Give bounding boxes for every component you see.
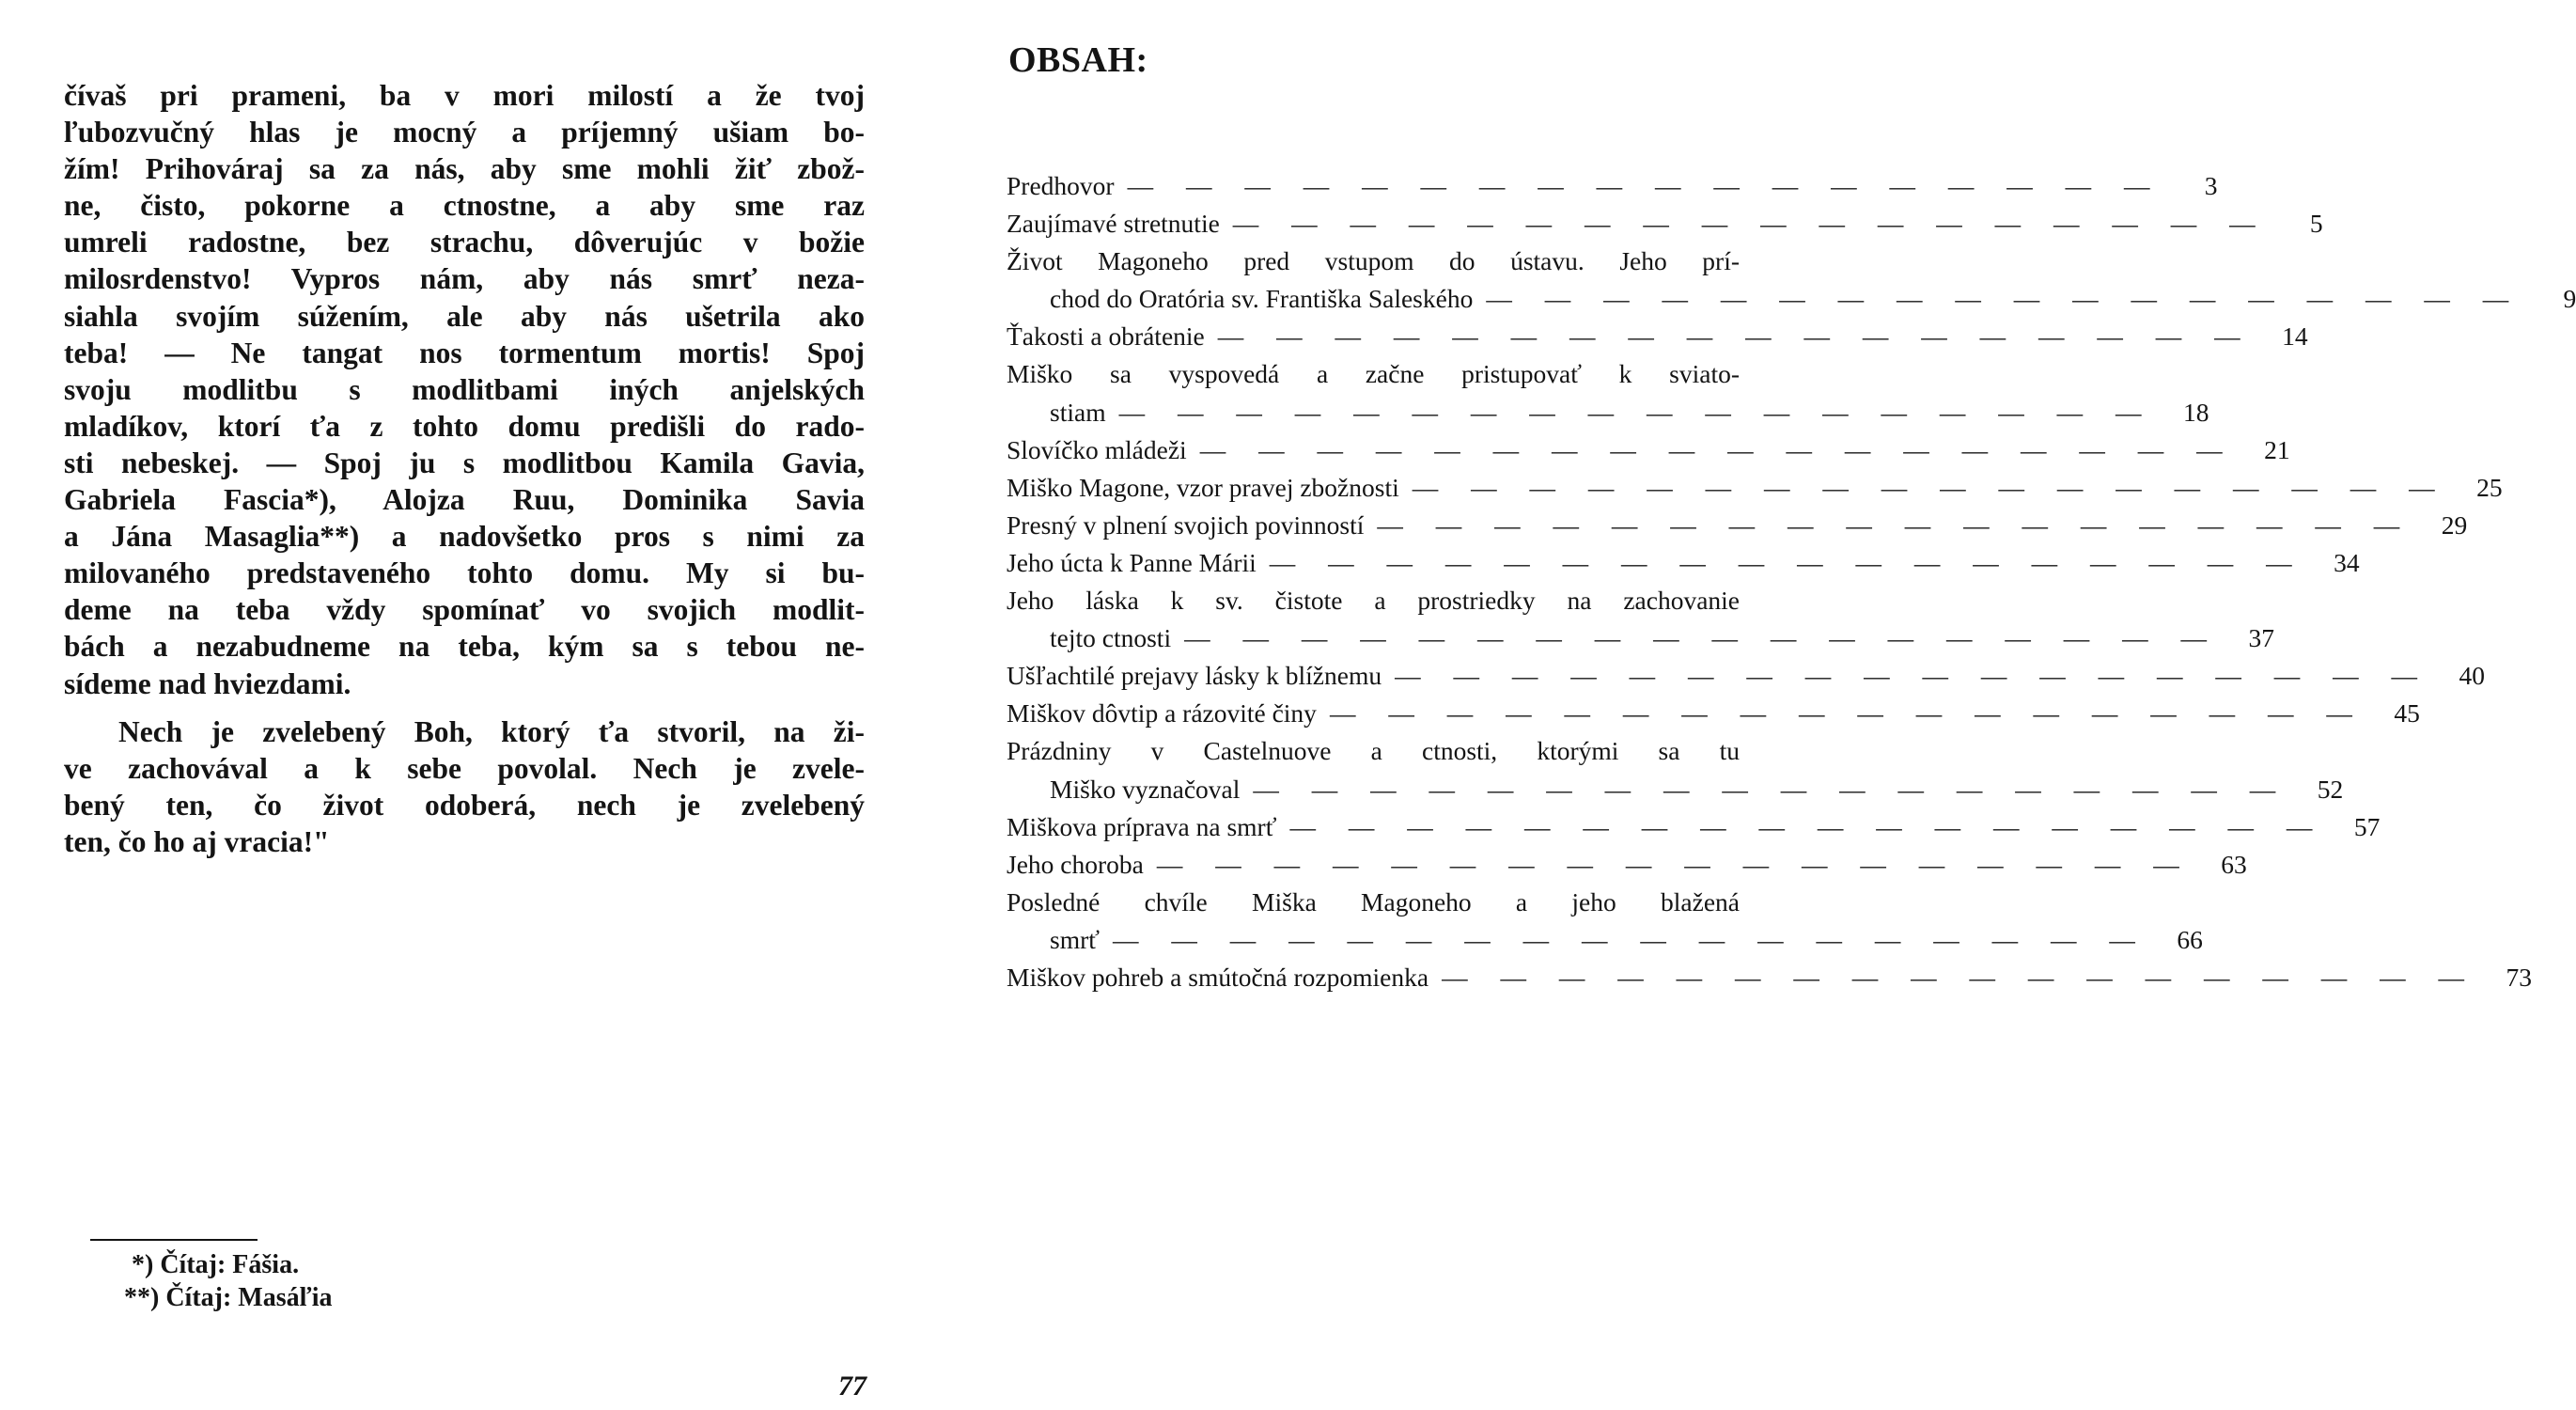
toc-leader-dashes: — — — — — — — — — — — — — — — — — — <box>1127 171 2163 200</box>
toc-entry-row <box>1007 469 2503 507</box>
toc-entry-row <box>1007 205 2323 243</box>
toc-page-number: 34 <box>2334 547 2360 577</box>
toc-entry[interactable] <box>1007 582 2274 657</box>
toc-entry[interactable] <box>1007 318 2308 355</box>
text-line: svoju modlitbu s modlitbami iných anjelských <box>64 372 865 406</box>
text-line: ve zachovával a k sebe povolal. Nech je zvele- <box>64 751 865 785</box>
toc-entry-title: Ťakosti a obrátenie <box>1007 321 1205 352</box>
toc-entry-title: Ušľachtilé prejavy lásky k blížnemu <box>1007 661 1382 691</box>
toc-entry-title: Miškov dôvtip a rázovité činy <box>1007 698 1317 728</box>
toc-entry-title: Miškov pohreb a smútočná rozpomienka <box>1007 962 1429 992</box>
toc-page-number: 63 <box>2221 849 2247 879</box>
toc-page-number: 52 <box>2317 774 2344 804</box>
toc-entry-title-line: Prázdniny v Castelnuove a ctnosti, ktorými sa tu <box>1007 736 1740 766</box>
text-line: umreli radostne, bez strachu, dôverujúc v božie <box>64 226 865 259</box>
toc-leader-dashes: — — — — — — — — — — — — — — — — — — <box>1395 661 2430 691</box>
text-line: teba! — Ne tangat nos tormentum mortis! Spoj <box>64 336 865 369</box>
toc-entry[interactable] <box>1007 205 2323 243</box>
toc-entry[interactable] <box>1007 167 2218 205</box>
toc-entry[interactable] <box>1007 884 2203 959</box>
toc-page-number: 40 <box>2459 661 2485 691</box>
toc-entry-row <box>1007 167 2218 205</box>
toc-entry-title-line: Život Magoneho pred vstupom do ústavu. Jeho prí- <box>1007 246 1740 276</box>
toc-page-number: 57 <box>2353 811 2381 841</box>
toc-entry[interactable] <box>1007 732 2344 807</box>
toc-page-number: 21 <box>2264 434 2290 464</box>
toc-leader-dashes: — — — — — — — — — — — — — — — — — — <box>1289 811 2326 841</box>
toc-entry-row <box>1007 846 2247 884</box>
toc-leader-dashes: — — — — — — — — — — — — — — — — — — <box>1217 321 2254 352</box>
toc-leader-dashes: — — — — — — — — — — — — — — — — — — <box>1113 924 2148 954</box>
text-line: ľubozvučný hlas je mocný a príjemný ušiam bo- <box>64 116 865 149</box>
footnote-1: *) Čítaj: Fášia. <box>132 1250 300 1279</box>
toc-leader-dashes: — — — — — — — — — — — — — — — — — — <box>1232 209 2269 239</box>
paragraph-gap <box>64 702 865 713</box>
toc-leader-dashes: — — — — — — — — — — — — — — — — — — <box>1253 774 2289 804</box>
text-line: Nech je zvelebený Boh, ktorý ťa stvoril, na ži- <box>118 714 865 748</box>
toc-entry-title-line: Miško sa vyspovedá a začne pristupovať k sviato- <box>1007 359 1740 389</box>
toc-page-number: 18 <box>2182 397 2209 427</box>
toc-leader-dashes: — — — — — — — — — — — — — — — — — — <box>1442 962 2477 992</box>
toc-entry[interactable] <box>1007 544 2360 582</box>
toc-entry-title: Miškova príprava na smrť <box>1007 811 1277 841</box>
footnote-rule <box>90 1239 258 1241</box>
toc-entry-title: Miško vyznačoval <box>1050 774 1241 804</box>
text-line: milosrdenstvo! Vypros nám, aby nás smrť neza- <box>64 262 865 296</box>
toc-leader-dashes: — — — — — — — — — — — — — — — — — — <box>1377 509 2413 540</box>
toc-entry-title: Miško Magone, vzor pravej zbožnosti <box>1007 472 1399 502</box>
toc-entry[interactable] <box>1007 469 2503 507</box>
toc-entry[interactable] <box>1007 808 2381 846</box>
toc-leader-dashes: — — — — — — — — — — — — — — — — — — <box>1118 397 2155 427</box>
toc-entry-row <box>1007 318 2308 355</box>
toc-entry-title: chod do Oratória sv. Františka Saleského <box>1050 284 1474 314</box>
text-line: deme na teba vždy spomínať vo svojich modlit- <box>64 593 865 627</box>
toc-entry-title: Predhovor <box>1007 171 1115 200</box>
toc-page-number: 9 <box>2563 284 2576 314</box>
toc-entry-row <box>1007 771 2344 808</box>
toc-entry[interactable] <box>1007 355 2209 431</box>
footnotes <box>124 1248 333 1314</box>
toc-leader-dashes: — — — — — — — — — — — — — — — — — — <box>1269 547 2305 577</box>
toc-leader-dashes: — — — — — — — — — — — — — — — — — — <box>1199 434 2236 464</box>
contents-title: OBSAH: <box>1008 40 1148 80</box>
toc-entry[interactable] <box>1007 507 2468 544</box>
text-line: Gabriela Fascia*), Alojza Ruu, Dominika Savia <box>64 483 865 517</box>
toc-entry-title: smrť <box>1050 924 1100 954</box>
toc-entry-title: Presný v plnení svojich povinností <box>1007 509 1365 540</box>
toc-entry-title: Jeho úcta k Panne Márii <box>1007 547 1257 577</box>
toc-entry-row <box>1007 394 2209 431</box>
toc-entry-row <box>1007 431 2290 469</box>
paragraph-1 <box>64 77 865 702</box>
toc-leader-dashes: — — — — — — — — — — — — — — — — — — <box>1412 472 2448 502</box>
text-line: ten, čo ho aj vracia!" <box>64 824 330 858</box>
footnote-2: **) Čítaj: Masáľia <box>124 1283 333 1312</box>
toc-page-number: 5 <box>2309 209 2323 239</box>
toc-entry-row <box>1007 657 2485 695</box>
toc-entry[interactable] <box>1007 657 2485 695</box>
toc-entry-row <box>1007 959 2532 996</box>
toc-entry[interactable] <box>1007 431 2290 469</box>
text-line: siahla svojím súžením, ale aby nás ušetrila ako <box>64 299 865 333</box>
toc-entry-title: Zaujímavé stretnutie <box>1007 209 1220 239</box>
text-line: žím! Prihováraj sa za nás, aby sme mohli žiť zbož- <box>64 152 865 186</box>
toc-entry-row <box>1007 808 2381 846</box>
toc-entry[interactable] <box>1007 959 2532 996</box>
page-number: 77 <box>838 1371 866 1402</box>
text-line: sídeme nad hviezdami. <box>64 666 351 700</box>
toc-entry-row <box>1007 507 2468 544</box>
toc-page-number: 29 <box>2441 509 2468 540</box>
text-line: mladíkov, ktorí ťa z tohto domu predišli do rado- <box>64 409 865 443</box>
toc-page-number: 73 <box>2506 962 2532 992</box>
toc-leader-dashes: — — — — — — — — — — — — — — — — — — <box>1184 623 2220 653</box>
table-of-contents <box>1007 167 2576 996</box>
text-line: bený ten, čo život odoberá, nech je zvelebený <box>64 788 865 822</box>
text-line: a Jána Masaglia**) a nadovšetko pros s nimi za <box>64 520 865 554</box>
text-line: ne, čisto, pokorne a ctnostne, a aby sme raz <box>64 189 865 223</box>
toc-page-number: 45 <box>2394 698 2420 728</box>
right-page <box>926 0 2576 1410</box>
toc-page-number: 37 <box>2248 623 2274 653</box>
text-line: milovaného predstaveného tohto domu. My si bu- <box>64 556 865 590</box>
toc-leader-dashes: — — — — — — — — — — — — — — — — — — <box>1156 849 2193 879</box>
body-text <box>64 77 865 860</box>
toc-entry-title: Jeho choroba <box>1007 849 1144 879</box>
toc-entry-row <box>1007 921 2203 959</box>
toc-entry-row <box>1007 544 2360 582</box>
toc-page-number: 25 <box>2476 472 2503 502</box>
toc-entry-title: Slovíčko mládeži <box>1007 434 1187 464</box>
toc-page-number: 3 <box>2204 171 2218 200</box>
text-line: čívaš pri prameni, ba v mori milostí a že tvoj <box>64 79 865 112</box>
toc-entry[interactable] <box>1007 695 2420 732</box>
toc-entry-title-line: Posledné chvíle Miška Magoneho a jeho blažená <box>1007 886 1740 916</box>
text-line: bách a nezabudneme na teba, kým sa s tebou ne- <box>64 630 865 664</box>
toc-entry[interactable] <box>1007 846 2247 884</box>
toc-entry[interactable] <box>1007 243 2576 318</box>
toc-entry-row <box>1007 280 2576 318</box>
toc-page-number: 66 <box>2177 924 2203 954</box>
toc-entry-row <box>1007 619 2274 657</box>
toc-leader-dashes: — — — — — — — — — — — — — — — — — — <box>1329 698 2365 728</box>
toc-entry-title: stiam <box>1050 397 1106 427</box>
toc-entry-row <box>1007 695 2420 732</box>
left-page <box>0 0 926 1410</box>
toc-entry-title-line: Jeho láska k sv. čistote a prostriedky na zachovanie <box>1007 586 1740 616</box>
toc-entry-title: tejto ctnosti <box>1050 623 1172 653</box>
toc-leader-dashes: — — — — — — — — — — — — — — — — — — <box>1486 284 2522 314</box>
toc-page-number: 14 <box>2282 321 2308 352</box>
paragraph-2 <box>64 713 865 860</box>
text-line: sti nebeskej. — Spoj ju s modlitbou Kamila Gavia, <box>64 446 865 479</box>
